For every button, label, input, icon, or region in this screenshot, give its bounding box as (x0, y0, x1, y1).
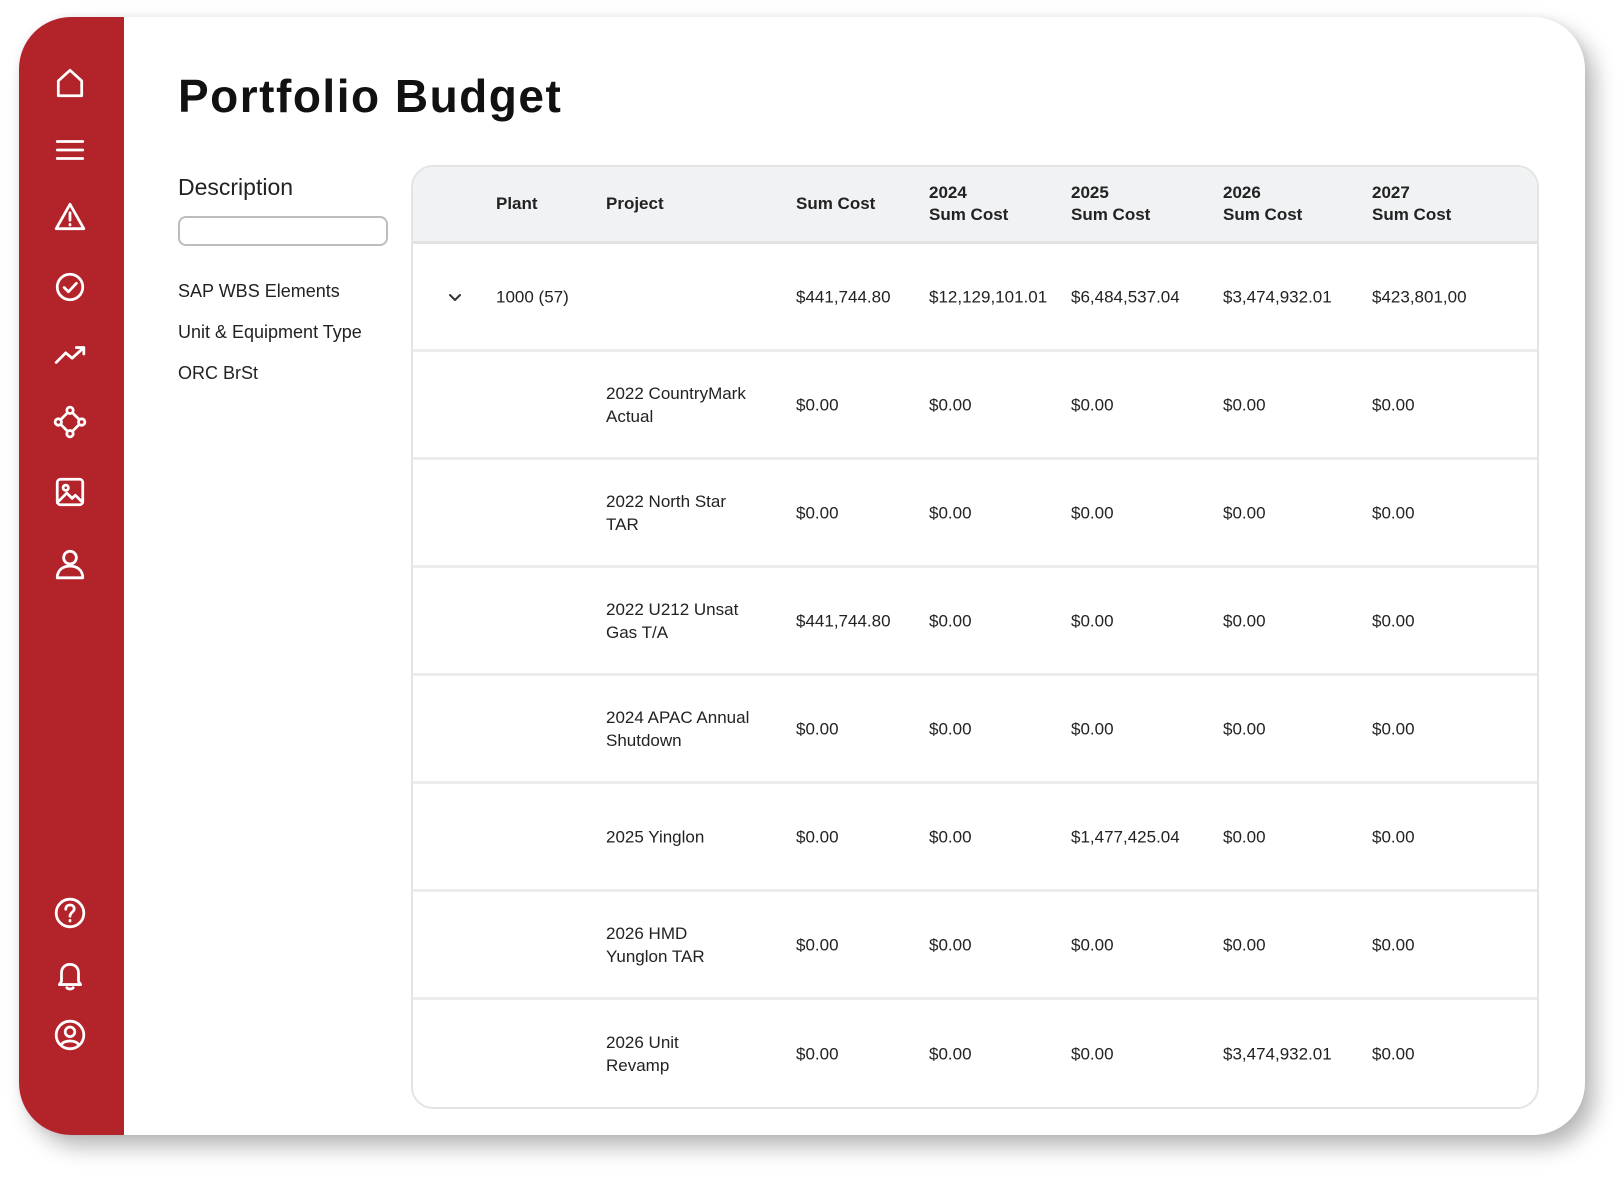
cell-2025: $0.00 (1071, 395, 1114, 414)
home-icon[interactable] (50, 63, 90, 103)
cell-2026: $0.00 (1223, 611, 1266, 630)
column-header-label: Sum Cost (1071, 205, 1151, 224)
cell-2024: $0.00 (929, 935, 972, 954)
column-header-year: 2024 (929, 183, 967, 202)
image-icon[interactable] (50, 472, 90, 512)
cell-2025: $0.00 (1071, 1044, 1114, 1064)
cell-plant: 1000 (57) (496, 287, 569, 306)
cell-2024: $0.00 (929, 611, 972, 630)
cell-2025: $6,484,537.04 (1071, 287, 1180, 306)
column-header-year: 2026 (1223, 183, 1261, 202)
cell-2024: $0.00 (929, 719, 972, 738)
cell-2027: $0.00 (1372, 503, 1415, 522)
cell-2025: $0.00 (1071, 935, 1114, 954)
cell-sum-cost: $0.00 (796, 503, 839, 522)
cell-2026: $0.00 (1223, 503, 1266, 522)
app-window (19, 17, 1585, 1135)
column-header-label: Sum Cost (1223, 205, 1303, 224)
trending-up-icon[interactable] (50, 335, 90, 375)
bell-icon[interactable] (50, 955, 90, 995)
help-icon[interactable] (50, 893, 90, 933)
filter-item-orc-brst[interactable]: ORC BrSt (178, 363, 259, 383)
cell-2026: $0.00 (1223, 935, 1266, 954)
cell-2026: $3,474,932.01 (1223, 287, 1332, 306)
cell-2025: $0.00 (1071, 719, 1114, 738)
cell-project: 2024 APAC Annual Shutdown (606, 707, 750, 750)
user-icon[interactable] (50, 544, 90, 584)
cell-project: 2022 North Star TAR (606, 491, 727, 534)
cell-2027: $0.00 (1372, 1044, 1415, 1064)
menu-icon[interactable] (50, 130, 90, 170)
column-header-2024[interactable] (929, 182, 1008, 226)
column-header-2026[interactable] (1223, 182, 1302, 226)
cell-2027: $0.00 (1372, 395, 1415, 414)
cell-sum-cost: $0.00 (796, 827, 839, 846)
filter-item-sap-wbs[interactable]: SAP WBS Elements (178, 281, 340, 301)
column-header-year: 2025 (1071, 183, 1109, 202)
column-header-2027[interactable] (1372, 182, 1451, 226)
column-header-year: 2027 (1372, 183, 1410, 202)
warning-icon[interactable] (50, 197, 90, 237)
column-header-plant[interactable]: Plant (496, 194, 538, 213)
account-icon[interactable] (50, 1015, 90, 1055)
cell-project: 2022 U212 Unsat Gas T/A (606, 599, 739, 642)
cell-2024: $0.00 (929, 1044, 972, 1064)
table-row[interactable] (413, 1000, 1537, 1108)
cell-sum-cost: $441,744.80 (796, 611, 891, 630)
check-circle-icon[interactable] (50, 267, 90, 307)
cell-project: 2026 HMD Yunglon TAR (606, 923, 705, 966)
cell-project: 2022 CountryMark Actual (606, 383, 746, 426)
page-title: Portfolio Budget (178, 70, 563, 122)
cell-2025: $1,477,425.04 (1071, 827, 1180, 846)
cell-2025: $0.00 (1071, 503, 1114, 522)
column-header-label: Sum Cost (1372, 205, 1452, 224)
cell-sum-cost: $0.00 (796, 395, 839, 414)
budget-table (411, 165, 1539, 1109)
table-header (413, 167, 1537, 244)
cell-2024: $0.00 (929, 827, 972, 846)
cell-sum-cost: $0.00 (796, 935, 839, 954)
table-row[interactable] (413, 460, 1537, 568)
table-row[interactable] (413, 676, 1537, 784)
filter-list (178, 279, 362, 402)
column-header-sum-cost[interactable]: Sum Cost (796, 194, 876, 213)
cell-sum-cost: $0.00 (796, 719, 839, 738)
table-row[interactable] (413, 568, 1537, 676)
sidebar (19, 17, 124, 1135)
cell-project: 2025 Yinglon (606, 827, 705, 846)
description-search-input[interactable] (178, 216, 388, 246)
filter-item-unit-equipment[interactable]: Unit & Equipment Type (178, 322, 362, 342)
cell-2026: $0.00 (1223, 395, 1266, 414)
table-row[interactable] (413, 352, 1537, 460)
cell-2024: $0.00 (929, 395, 972, 414)
cell-2027: $0.00 (1372, 827, 1415, 846)
table-row[interactable] (413, 784, 1537, 892)
group-row-plant-1000[interactable] (413, 244, 1537, 352)
cell-project: 2026 Unit Revamp (606, 1033, 679, 1075)
cell-2024: $12,129,101.01 (929, 287, 1048, 306)
column-header-label: Sum Cost (929, 205, 1009, 224)
column-header-2025[interactable] (1071, 182, 1150, 226)
cell-2027: $0.00 (1372, 611, 1415, 630)
cell-sum-cost: $441,744.80 (796, 287, 891, 306)
cell-2026: $0.00 (1223, 827, 1266, 846)
column-header-project[interactable]: Project (606, 194, 664, 213)
network-icon[interactable] (50, 402, 90, 442)
cell-sum-cost: $0.00 (796, 1044, 839, 1064)
cell-2027: $0.00 (1372, 719, 1415, 738)
cell-2026: $3,474,932.01 (1223, 1044, 1332, 1064)
cell-2027: $423,801,00 (1372, 287, 1467, 306)
filter-title: Description (178, 174, 294, 200)
cell-2027: $0.00 (1372, 935, 1415, 954)
chevron-down-icon[interactable] (446, 288, 464, 306)
cell-2025: $0.00 (1071, 611, 1114, 630)
cell-2024: $0.00 (929, 503, 972, 522)
cell-2026: $0.00 (1223, 719, 1266, 738)
table-row[interactable] (413, 892, 1537, 1000)
